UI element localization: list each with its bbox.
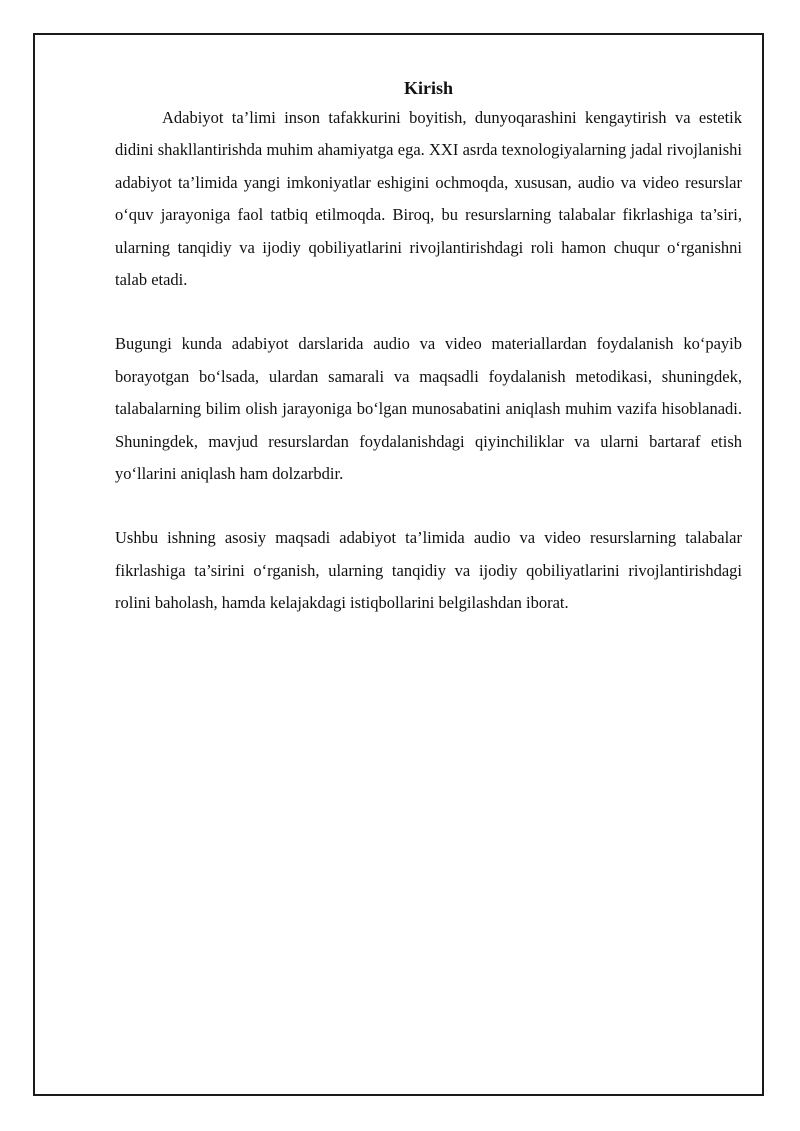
paragraph-current-state: Bugungi kunda adabiyot darslarida audio va video materiallardan foydalanish ko‘payib borayotgan bo‘lsada, ulardan samarali va maqsadli foydalanish metodikasi, shuningdek, talabalarning bilim olish jarayoniga bo‘lgan munosabatini aniqlash muhim vazifa hisoblanadi. Shuningdek, mavjud resurslardan foydalanishdagi qiyinchiliklar va ularni bartaraf etish yo‘llarini aniqlash ham dolzarbdir. xyxy=(115,334,742,484)
paragraph-intro: Adabiyot ta’limi inson tafakkurini boyitish, dunyoqarashini kengaytirish va estetik didini shakllantirishda muhim ahamiyatga ega. XXI asrda texnologiyalarning jadal rivojlanishi adabiyot ta’limida yangi imkoniyatlar eshigini ochmoqda, xususan, audio va video resurslar o‘quv jarayoniga faol tatbiq etilmoqda. Biroq, bu resurslarning talabalar fikrlashiga ta’siri, ularning tanqidiy va ijodiy qobiliyatlarini rivojlantirishdagi roli hamon chuqur o‘rganishni talab etadi. xyxy=(115,108,742,290)
paragraph-gap xyxy=(115,490,742,522)
document-body xyxy=(115,76,742,620)
document-title: Kirish xyxy=(403,78,453,98)
paragraph-gap xyxy=(115,296,742,328)
paragraph-goal: Ushbu ishning asosiy maqsadi adabiyot ta’limida audio va video resurslarning talabalar fikrlashiga ta’sirini o‘rganish, ularning tanqidiy va ijodiy qobiliyatlarini rivojlantirishdagi rolini baholash, hamda kelajakdagi istiqbollarini belgilashdan iborat. xyxy=(115,528,742,613)
